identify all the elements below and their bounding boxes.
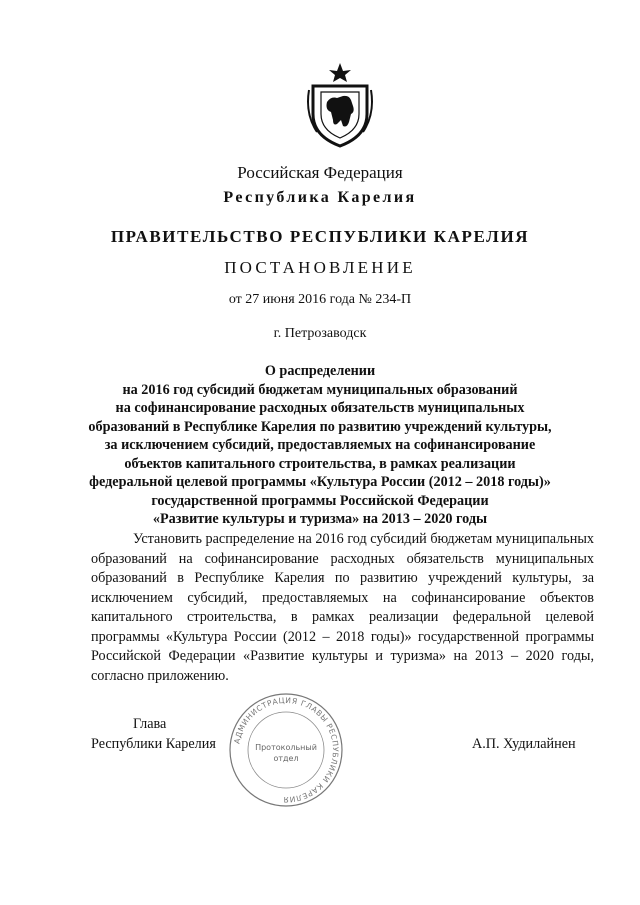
title-line: «Развитие культуры и туризма» на 2013 – 2020 годы xyxy=(152,511,488,527)
stamp-center-line1: Протокольный xyxy=(255,743,317,752)
government-heading: ПРАВИТЕЛЬСТВО РЕСПУБЛИКИ КАРЕЛИЯ xyxy=(110,227,530,246)
document-date-number: от 27 июня 2016 года № 234-П xyxy=(228,292,412,307)
title-line: образований в Республике Карелия по развитию учреждений культуры, xyxy=(88,418,552,435)
signatory-title-line2: Республики Карелия xyxy=(91,736,216,752)
karelia-coat-of-arms-icon xyxy=(303,62,377,148)
document-title xyxy=(70,362,570,529)
title-line: государственной программы Российской Федерации xyxy=(151,492,489,509)
stamp-ring-text: АДМИНИСТРАЦИЯ ГЛАВЫ РЕСПУБЛИКИ КАРЕЛИЯ xyxy=(232,695,341,805)
signatory-title-line1: Глава xyxy=(133,716,167,732)
title-line: объектов капитального строительства, в рамках реализации xyxy=(124,455,516,472)
republic-label: Республика Карелия xyxy=(223,189,417,206)
signatory-name: А.П. Худилайнен xyxy=(472,736,576,752)
title-line: О распределении xyxy=(264,363,376,379)
document-type: ПОСТАНОВЛЕНИЕ xyxy=(224,258,416,277)
official-stamp xyxy=(226,690,346,810)
title-line: за исключением субсидий, предоставляемых на софинансирование xyxy=(104,437,536,453)
title-line: на 2016 год субсидий бюджетам муниципальных образований xyxy=(122,381,518,398)
document-city: г. Петрозаводск xyxy=(273,326,367,341)
title-line: федеральной целевой программы «Культура России (2012 – 2018 годы)» xyxy=(89,474,551,490)
federation-label: Российская Федерация xyxy=(237,163,403,182)
stamp-center-line2: отдел xyxy=(273,754,299,763)
body-paragraph: Установить распределение на 2016 год субсидий бюджетам муниципальных образований на софинансирование расходных обязательств муниципальных образований в Республике Карелия по развитию учреждений культуры, за исключением субсидий, предоставляемых на софинансирование объектов капитального строительства, в рамках реализации федеральной целевой программы «Культура России (2012 – 2018 годы)» государственной программы Российской Федерации «Развитие культуры и туризма» на 2013 – 2020 годы, согласно приложению. xyxy=(91,531,594,684)
title-line: на софинансирование расходных обязательств муниципальных xyxy=(115,400,525,416)
